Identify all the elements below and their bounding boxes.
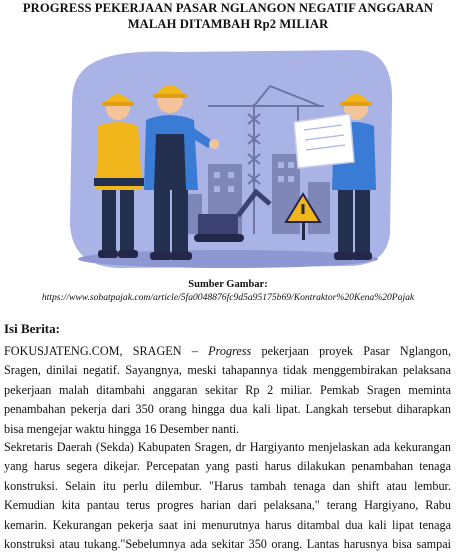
paragraph-1 <box>4 342 451 439</box>
figure-caption-url: https://www.sobatpajak.com/article/5fa0048876fc9d5a95175b69/Kontraktor%20Kena%20Pajak <box>41 292 415 303</box>
figure-caption-label: Sumber Gambar: <box>188 279 268 290</box>
section-heading: Isi Berita: <box>4 321 60 336</box>
paragraph-line: konstruksi atau tukang."Sebelumnya ada sekitar 350 orang. Lantas harusnya bisa sampai <box>4 537 451 552</box>
emphasis-text: Progress <box>208 344 252 358</box>
paragraph-line: pekerjaan malah ditambahi anggaran sekitar Rp 2 miliar. Pemkab Sragen meminta <box>4 382 451 397</box>
construction-workers-illustration <box>58 44 400 270</box>
title-line-1: PROGRESS PEKERJAAN PASAR NGLANGON NEGATIF ANGGARAN <box>22 1 434 15</box>
paragraph-text: pekerjaan proyek Pasar Nglangon, <box>251 344 452 358</box>
paragraph-line: konstruksi. Selain itu perlu dilembur. "Harus tambah tenaga dan shift atau lembur. <box>4 478 451 493</box>
paragraph-line: bisa mengejar waktu hingga 16 Desember nanti. <box>4 421 240 436</box>
dateline-text: FOKUSJATENG.COM, SRAGEN – <box>4 344 209 358</box>
paragraph-line: penambahan pekerja dari 350 orang hingga dua kali lipat. Langkah tersebut diharapkan <box>4 402 451 417</box>
blueprint-icon <box>294 114 354 168</box>
paragraph-line: kemarin. Kekurangan pekerja saat ini menurutnya harus ditambal dua kali lipat tenaga <box>4 517 451 532</box>
paragraph-line <box>4 342 451 361</box>
paragraph-line: yang harus segera dikejar. Percepatan yang pasti harus dilakukan penambahan tenaga <box>4 459 451 474</box>
paragraph-line: Sragen, dinilai negatif. Sayangnya, meski tahapannya tidak menggembirakan pelaksana <box>4 363 451 378</box>
paragraph-line: Kemudian kita pantau terus progres harian dari pelaksana," terang Hargiyano, Rabu <box>4 498 451 513</box>
article-title <box>0 0 456 32</box>
title-line-2: MALAH DITAMBAH Rp2 MILIAR <box>127 17 329 31</box>
paragraph-line: Sekretaris Daerah (Sekda) Kabupaten Sragen, dr Hargiyanto menjelaskan ada kekurangan <box>4 440 451 454</box>
paragraph-2 <box>4 438 451 554</box>
